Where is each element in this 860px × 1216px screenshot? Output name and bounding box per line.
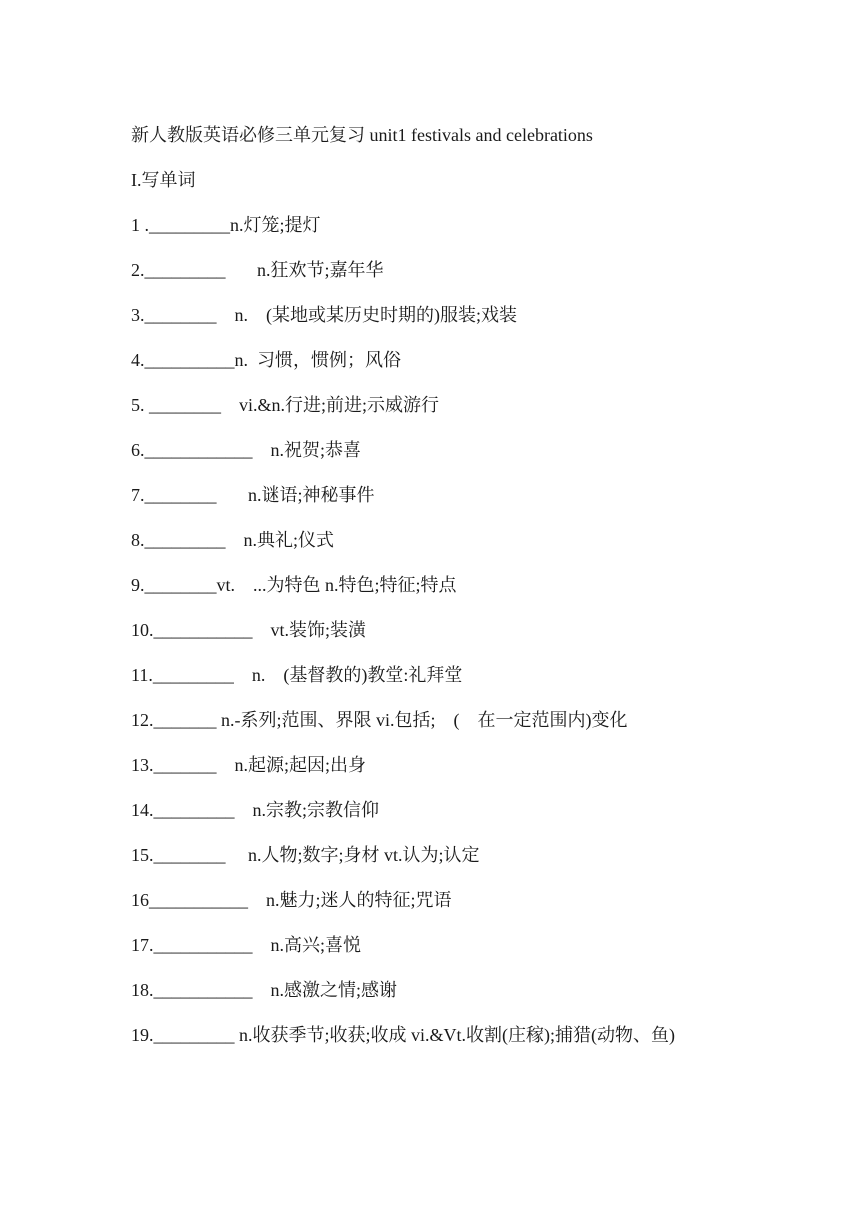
section-heading: I.写单词 bbox=[131, 170, 196, 190]
vocab-item-6: 6.____________ n.祝贺;恭喜 bbox=[131, 440, 362, 460]
vocab-item-3: 3.________ n. (某地或某历史时期的)服装;戏装 bbox=[131, 305, 517, 325]
vocab-item-1: 1 ._________n.灯笼;提灯 bbox=[131, 215, 321, 235]
vocab-item-12: 12._______ n.-系列;范围、界限 vi.包括; ( 在一定范围内)变化 bbox=[131, 710, 628, 730]
vocab-item-4: 4.__________n. 习惯，惯例；风俗 bbox=[131, 350, 401, 370]
vocab-item-19: 19._________ n.收获季节;收获;收成 vi.&Vt.收割(庄稼);捕猎(动物、鱼) bbox=[131, 1025, 675, 1045]
vocab-item-13: 13._______ n.起源;起因;出身 bbox=[131, 755, 367, 775]
vocab-item-5: 5. ________ vi.&n.行进;前进;示威游行 bbox=[131, 395, 440, 415]
vocab-item-7: 7.________ n.谜语;神秘事件 bbox=[131, 485, 375, 505]
vocab-item-15: 15.________ n.人物;数字;身材 vt.认为;认定 bbox=[131, 845, 480, 865]
vocab-item-9: 9.________vt. ...为特色 n.特色;特征;特点 bbox=[131, 575, 457, 595]
vocab-item-14: 14._________ n.宗教;宗教信仰 bbox=[131, 800, 380, 820]
vocab-item-16: 16___________ n.魅力;迷人的特征;咒语 bbox=[131, 890, 452, 910]
vocab-item-11: 11._________ n. (基督教的)教堂:礼拜堂 bbox=[131, 665, 463, 685]
vocab-item-2: 2._________ n.狂欢节;嘉年华 bbox=[131, 260, 384, 280]
vocab-item-18: 18.___________ n.感激之情;感谢 bbox=[131, 980, 398, 1000]
document-title: 新人教版英语必修三单元复习 unit1 festivals and celebrations bbox=[131, 125, 593, 145]
vocab-item-17: 17.___________ n.高兴;喜悦 bbox=[131, 935, 362, 955]
document-content bbox=[131, 113, 741, 1058]
vocab-item-8: 8._________ n.典礼;仪式 bbox=[131, 530, 335, 550]
vocab-item-10: 10.___________ vt.装饰;装潢 bbox=[131, 620, 367, 640]
